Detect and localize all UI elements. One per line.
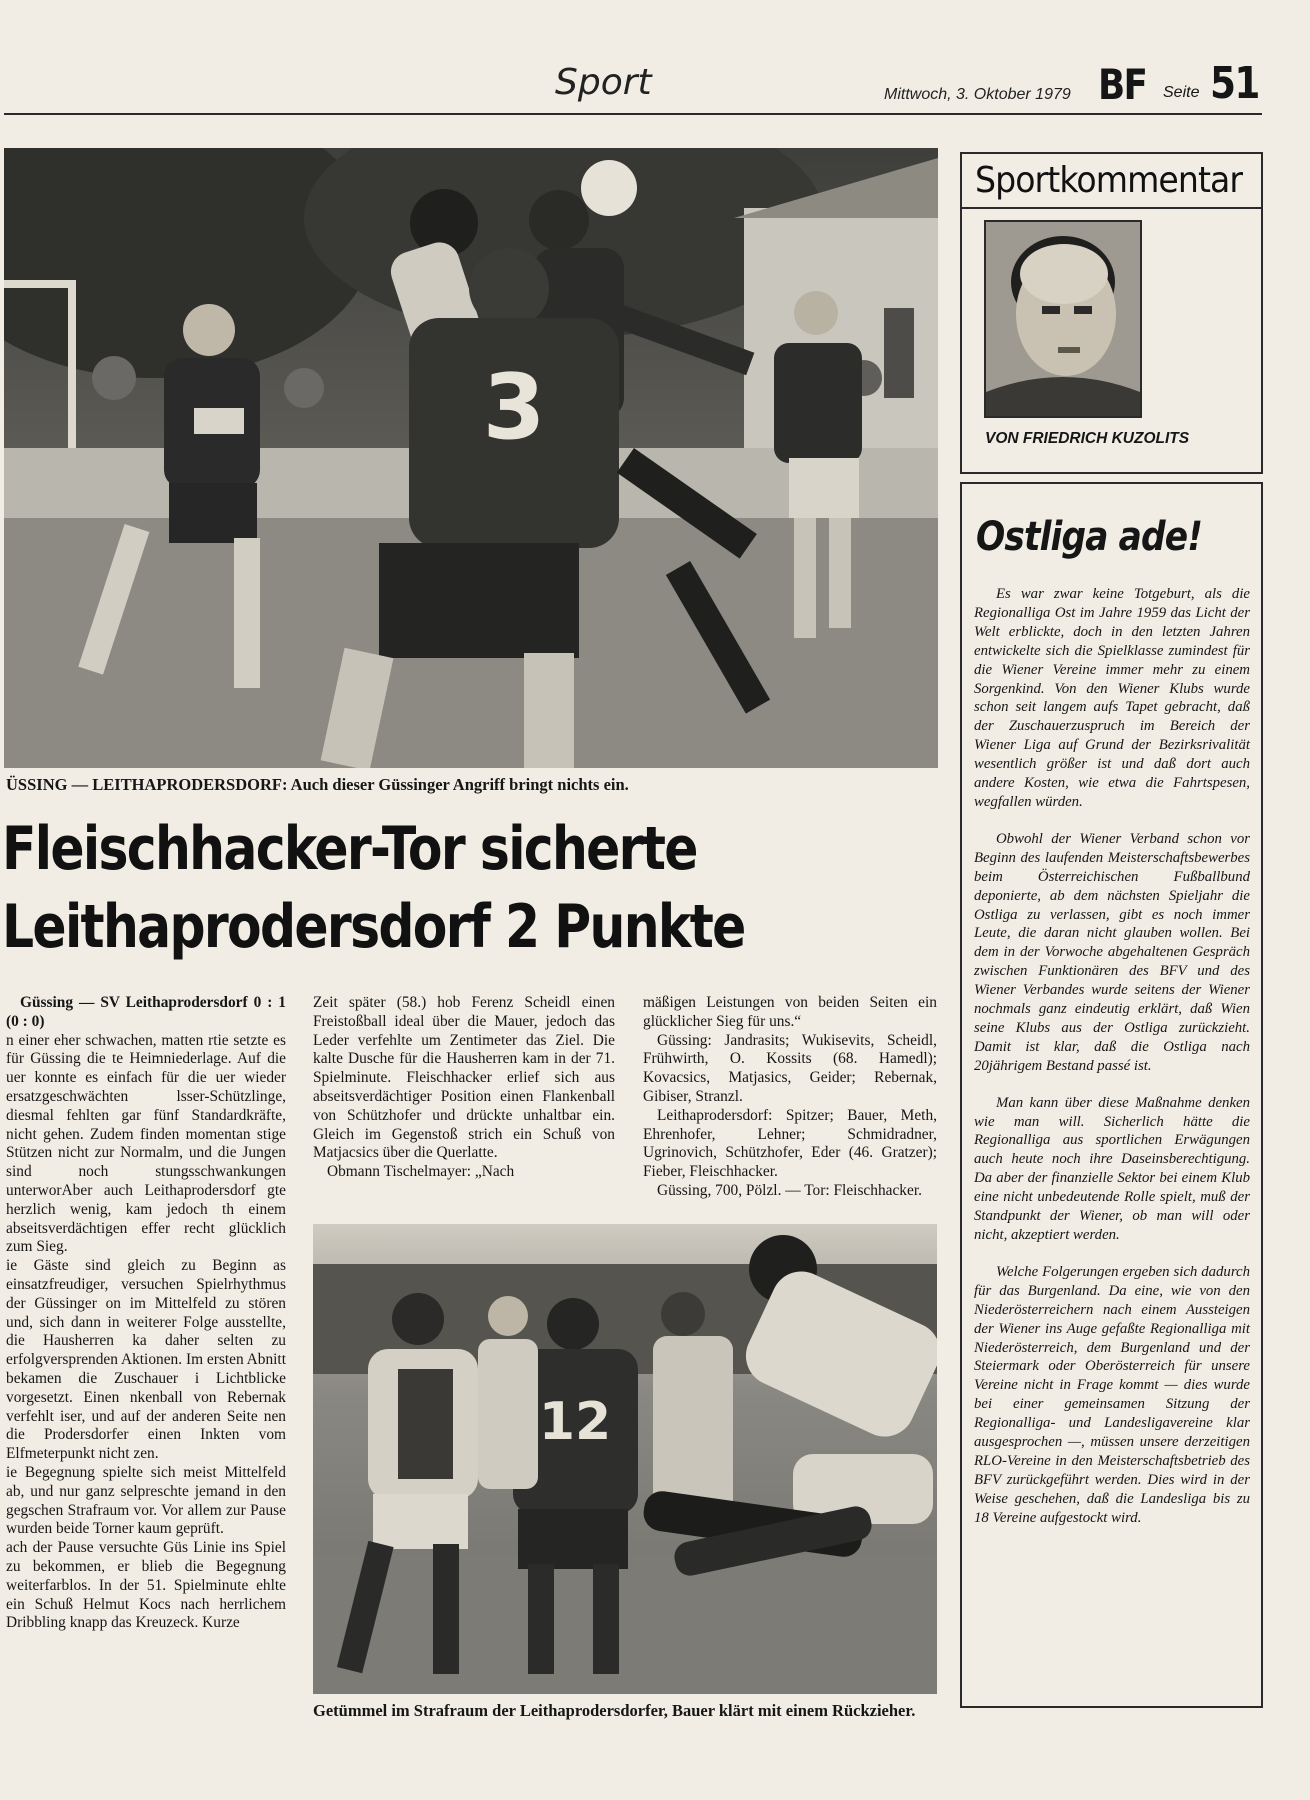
bottom-match-photo-image bbox=[313, 1224, 937, 1694]
commentary-headline: Ostliga ade! bbox=[976, 514, 1203, 560]
commentary-paragraph: Es war zwar keine Totgeburt, als die Regionalliga Ost im Jahre 1959 das Licht der Welt erblickte, doch in den letzten Jahren entwickelte sich die Spielklasse zumindest für die Wiener Vereine immer mehr zu einem Sorgenkind. Von den Wiener Klubs wurde schon seit langem aufs Tapet gebracht, daß der Zuschauerzuspruch im Bereich der Wiener Liga auf Grund der Bezirksrivalität wesentlich größer ist und daß dort auch andere Kosten, wie etwa die Fahrtspesen, wegfallen würden. bbox=[974, 586, 1250, 810]
comment-box-title: Sportkommentar bbox=[975, 160, 1243, 201]
article-paragraph: ie Begegnung spielte sich meist Mittelfeld ab, und nur ganz selpreschte jemand in den gegschen Strafraum vor. Vor allem zur Pause wurden beide Torner kaum geprüft. bbox=[6, 1463, 286, 1538]
top-photo-caption: ÜSSING — LEITHAPRODERSDORF: Auch dieser Güssinger Angriff bringt nichts ein. bbox=[6, 775, 629, 794]
comment-title-rule bbox=[962, 207, 1261, 209]
bottom-photo-caption: Getümmel im Strafraum der Leithaprodersdorfer, Bauer klärt mit einem Rückzieher. bbox=[313, 1701, 916, 1720]
headline-line-1: Fleischhacker-Tor sicherte bbox=[2, 814, 697, 884]
header-rule bbox=[4, 113, 1262, 115]
headline-line-2: Leithaprodersdorf 2 Punkte bbox=[2, 892, 745, 962]
page-number: 51 bbox=[1210, 58, 1259, 109]
article-column-1 bbox=[6, 994, 286, 1633]
lineup-leithaprodersdorf: Leithaprodersdorf: Spitzer; Bauer, Meth, Ehrenhofer, Lehner; Schmidradner, Ugrinovich, Schützhofer, Eder (46. Gratzer); Fieber, Fleischhacker. bbox=[643, 1106, 937, 1181]
article-paragraph: n einer eher schwachen, matten rtie setzte es für Güssing die te Heimniederlage. Auf die uer konnte es einfach für die uer wieder ersatzgeschwächten lsser-Schützlinge, diesmal fehlten gar fünf Standardkräfte, nicht gehen. Zudem finden momentan stige Stützen nicht zur Normalm, und die Jungen sind noch stungsschwankungen unterworAber auch Leithaprodersdorf gte herzlich wenig, kam jedoch th einem abseitsverdächtigen effer recht glücklich zum Sieg. bbox=[6, 1031, 286, 1256]
article-paragraph: ie Gäste sind gleich zu Beginn as einsatzfreudiger, versuchen Spielrhythmus der Güssinger on im Mittelfeld zu stören und, sich dann in weiterer Folge ausstellte, die Hausherren ka daher selten zu erfolgversprenden Aktionen. Im ersten Abnitt bekamen die Zuschauer i Lichtblicke vorgesetzt. Einen nkenball von Rebernak verfehlt iser, und auf der anderen Seite nen die Prodersdorfer einen Inkten vom Elfmeterpunkt nicht zen. bbox=[6, 1257, 286, 1463]
top-match-photo-image bbox=[4, 148, 938, 768]
newspaper-logo: BF bbox=[1098, 60, 1147, 109]
author-portrait-image bbox=[986, 222, 1140, 416]
article-lead: Güssing — SV Leithaprodersdorf 0 : 1 (0 : 0) bbox=[6, 994, 286, 1030]
article-paragraph: mäßigen Leistungen von beiden Seiten ein glücklicher Sieg für uns.“ bbox=[643, 994, 937, 1030]
match-facts: Güssing, 700, Pölzl. — Tor: Fleischhacker. bbox=[657, 1181, 922, 1199]
commentary-paragraph: Obwohl der Wiener Verband schon vor Beginn des laufenden Meisterschaftsbewerbes beim Österreichischen Fußballbund deponierte, ab dem nächsten Spieljahr die Ostliga zu verlassen, gibt es noch immer Leute, die daran nicht glauben wollen. Bei dem in der Vorwoche abgehaltenen Gespräch zwischen Funktionären des BFV und des Wiener Verbandes wurde seitens der Wiener nochmals ganz eindeutig erklärt, daß Wien seine Klubs aus der Ostliga zurückzieht. Damit ist klar, daß die Ostliga nach 20jährigem Bestand passé ist. bbox=[974, 830, 1250, 1074]
top-match-photo bbox=[4, 148, 938, 768]
author-portrait bbox=[984, 220, 1142, 418]
section-title: Sport bbox=[555, 62, 652, 103]
commentary-paragraph: Man kann über diese Maßnahme denken wie man will. Sicherlich hätte die Regionalliga aus sportlichen Erwägungen auch heute noch ihre Daseinsberechtigung. Da aber der finanzielle Sektor bei einem Klub eine nicht unbedeutende Rolle spielt, muß der Standpunkt der Wiener, ob man will oder nicht, akzeptiert werden. bbox=[974, 1094, 1250, 1243]
commentary-paragraph: Welche Folgerungen ergeben sich dadurch für das Burgenland. Da eine, wie von den Niederösterreichern nach einem Aussteigen der Wiener ins Auge gefaßte Regionalliga mit Niederösterreich, dem Burgenland und der Steiermark oder Oberösterreich für unsere Vereine nicht in Frage kommt — dies wurde bei einer gemeinsamen Sitzung der Regionalliga- und Landesligavereine klar ausgesprochen —, müssen unsere derzeitigen RLO-Vereine in den Meisterschaftsbetrieb des BFV zurückgeführt werden. Dies wird in der Weise geschehen, daß die Landesliga bis zu 18 Vereine aufgestockt wird. bbox=[974, 1263, 1250, 1526]
bottom-match-photo bbox=[313, 1224, 937, 1694]
issue-date: Mittwoch, 3. Oktober 1979 bbox=[884, 86, 1071, 103]
page-label: Seite bbox=[1163, 84, 1200, 101]
article-paragraph: Obmann Tischelmayer: „Nach bbox=[327, 1163, 515, 1181]
jersey-number-3: 3 bbox=[482, 355, 546, 460]
article-paragraph: Zeit später (58.) hob Ferenz Scheidl einen Freistoßball ideal über die Mauer, jedoch das Leder verfehlte um Zentimeter das Ziel. Die kalte Dusche für die Hausherren kam in der 71. Spielminute. Fleischhacker erlief sich aus abseitsverdächtiger Position einen Flankenball von Schützhofer und drückte unhaltbar ein. Gleich im Gegenstoß strich ein Schuß von Matjacsics über die Querlatte. bbox=[313, 994, 615, 1162]
author-byline: VON FRIEDRICH KUZOLITS bbox=[985, 430, 1190, 447]
jersey-number-12: 12 bbox=[538, 1392, 612, 1452]
commentary-text bbox=[974, 585, 1250, 1546]
lineup-guessing: Güssing: Jandrasits; Wukisevits, Scheidl, Frühwirth, O. Kossits (68. Hamedl); Kovacsics, Matjasics, Geider; Rebernak, Gibiser, Stranzl. bbox=[643, 1031, 937, 1105]
article-paragraph: ach der Pause versuchte Güs Linie ins Spiel zu bekommen, er blieb die Begegnung weiterfarblos. In der 51. Spielminute ehlte ein Schuß Helmut Kocs nach herrlichem Dribbling knapp das Kreuzeck. Kurze bbox=[6, 1539, 286, 1632]
article-column-2 bbox=[313, 994, 615, 1182]
article-column-3 bbox=[643, 994, 937, 1201]
